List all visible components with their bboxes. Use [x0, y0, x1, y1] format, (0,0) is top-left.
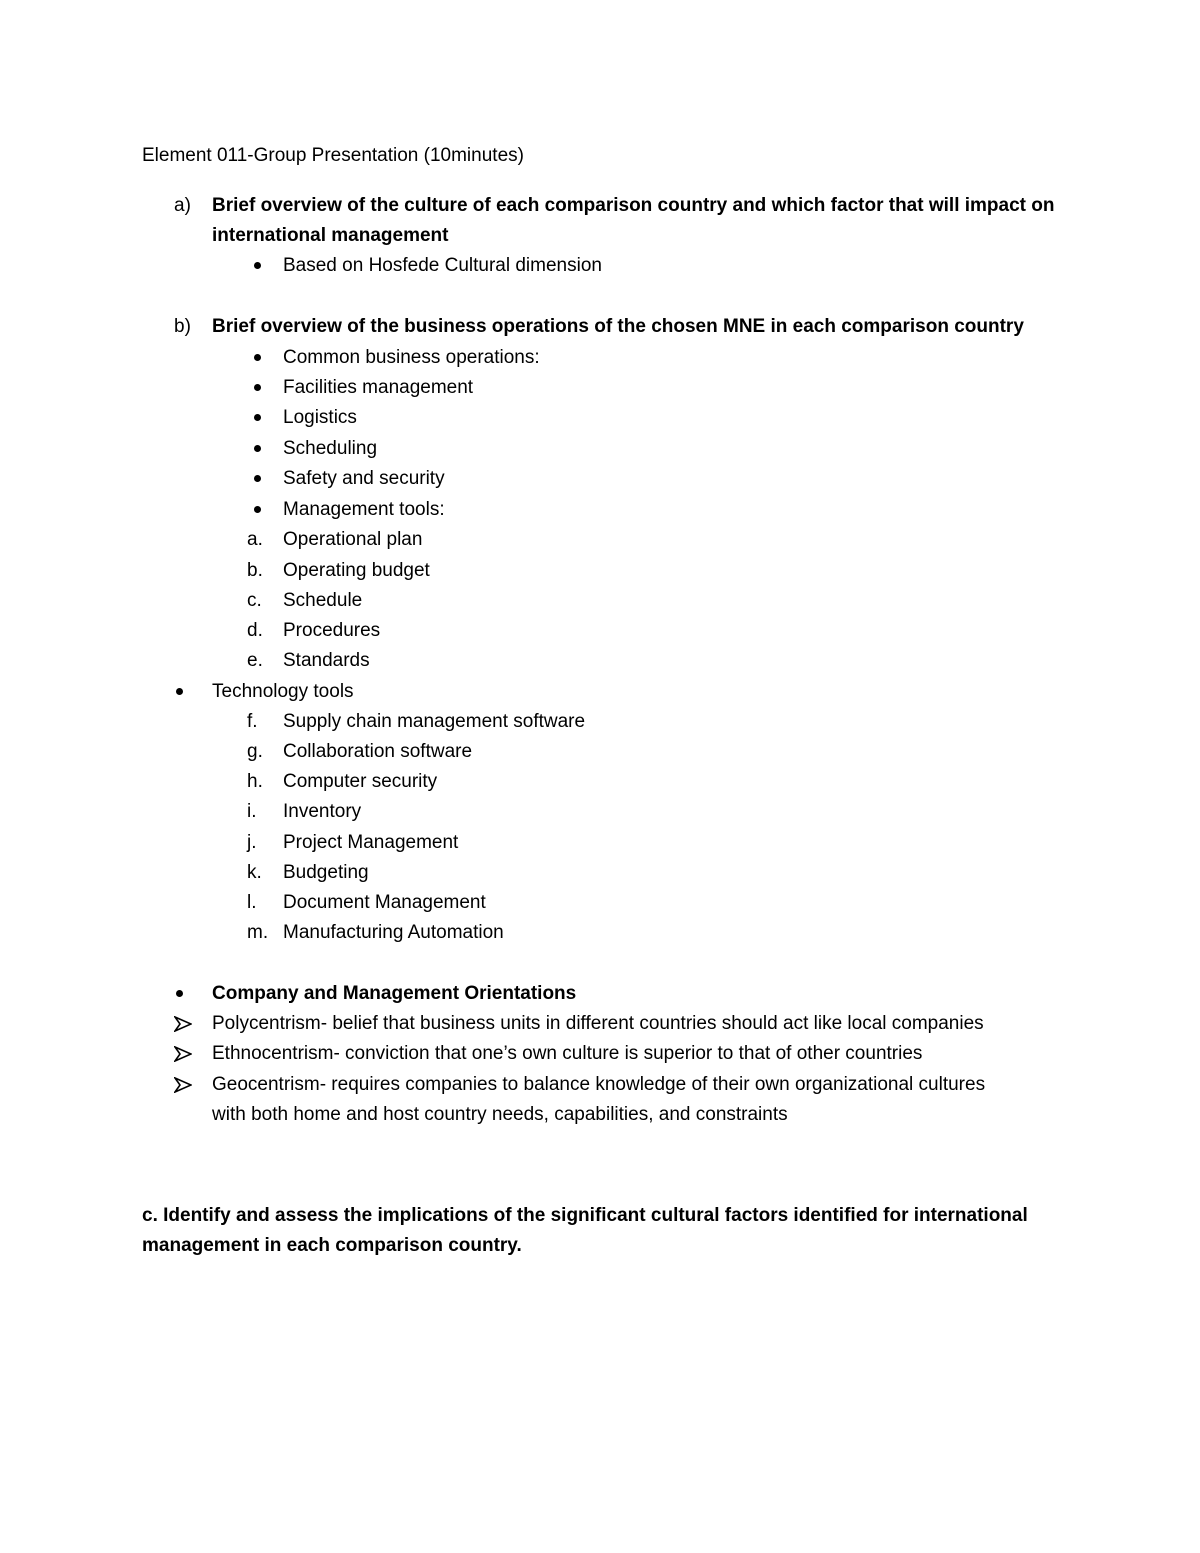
list-marker: f.: [247, 711, 258, 732]
bullet-dot-icon: [254, 414, 261, 421]
list-marker: i.: [247, 801, 257, 822]
bullet-dot-icon: [254, 354, 261, 361]
bullet-dot-icon: [254, 384, 261, 391]
arrowhead-bullet-icon: [174, 1046, 192, 1062]
section-a-bullet: Based on Hosfede Cultural dimension: [283, 255, 602, 276]
section-b-bullet: Safety and security: [283, 468, 445, 489]
section-b-bullet: Logistics: [283, 407, 357, 428]
section-c-heading-continued: management in each comparison country.: [142, 1235, 522, 1256]
list-item: Project Management: [283, 832, 459, 853]
list-marker: a.: [247, 529, 263, 550]
list-item: Collaboration software: [283, 741, 473, 762]
list-item: Schedule: [283, 590, 363, 611]
document-title: Element 011-Group Presentation (10minutes): [142, 145, 524, 166]
list-marker: m.: [247, 922, 269, 943]
section-b-bullet: Facilities management: [283, 377, 474, 398]
arrowhead-bullet-icon: [174, 1016, 192, 1032]
bullet-dot-icon: [254, 475, 261, 482]
list-item: Procedures: [283, 620, 381, 641]
section-a-marker: a): [174, 195, 191, 216]
list-item: Document Management: [283, 892, 486, 913]
orientation-item: Polycentrism- belief that business units in different countries should act like local companies: [212, 1013, 984, 1034]
list-marker: e.: [247, 650, 263, 671]
orientation-item: Geocentrism- requires companies to balance knowledge of their own organizational cultures: [212, 1074, 986, 1095]
bullet-dot-icon: [254, 506, 261, 513]
section-b-bullet: Management tools:: [283, 499, 445, 520]
orientations-heading: Company and Management Orientations: [212, 983, 577, 1004]
orientation-item: Ethnocentrism- conviction that one’s own culture is superior to that of other countries: [212, 1043, 923, 1064]
list-item: Inventory: [283, 801, 362, 822]
list-item: Operational plan: [283, 529, 423, 550]
list-item: Manufacturing Automation: [283, 922, 504, 943]
list-item: Operating budget: [283, 560, 430, 581]
bullet-dot-icon: [254, 445, 261, 452]
list-marker: k.: [247, 862, 262, 883]
section-a-heading: Brief overview of the culture of each comparison country and which factor that will impact on: [212, 195, 1055, 216]
bullet-dot-icon: [176, 990, 183, 997]
orientation-item-continued: with both home and host country needs, capabilities, and constraints: [212, 1104, 788, 1125]
section-c-heading: c. Identify and assess the implications of the significant cultural factors identified for international: [142, 1205, 1028, 1226]
list-item: Supply chain management software: [283, 711, 586, 732]
section-b-marker: b): [174, 316, 191, 337]
list-item: Standards: [283, 650, 370, 671]
technology-tools-heading: Technology tools: [212, 681, 354, 702]
list-marker: g.: [247, 741, 263, 762]
list-marker: j.: [247, 832, 257, 853]
section-b-heading: Brief overview of the business operations of the chosen MNE in each comparison country: [212, 316, 1024, 337]
arrowhead-bullet-icon: [174, 1077, 192, 1093]
list-marker: l.: [247, 892, 257, 913]
list-item: Computer security: [283, 771, 438, 792]
list-item: Budgeting: [283, 862, 369, 883]
section-b-bullet: Common business operations:: [283, 347, 540, 368]
bullet-dot-icon: [176, 688, 183, 695]
list-marker: h.: [247, 771, 263, 792]
list-marker: c.: [247, 590, 262, 611]
section-a-heading-continued: international management: [212, 225, 449, 246]
list-marker: b.: [247, 560, 263, 581]
section-b-bullet: Scheduling: [283, 438, 378, 459]
bullet-dot-icon: [254, 262, 261, 269]
list-marker: d.: [247, 620, 263, 641]
